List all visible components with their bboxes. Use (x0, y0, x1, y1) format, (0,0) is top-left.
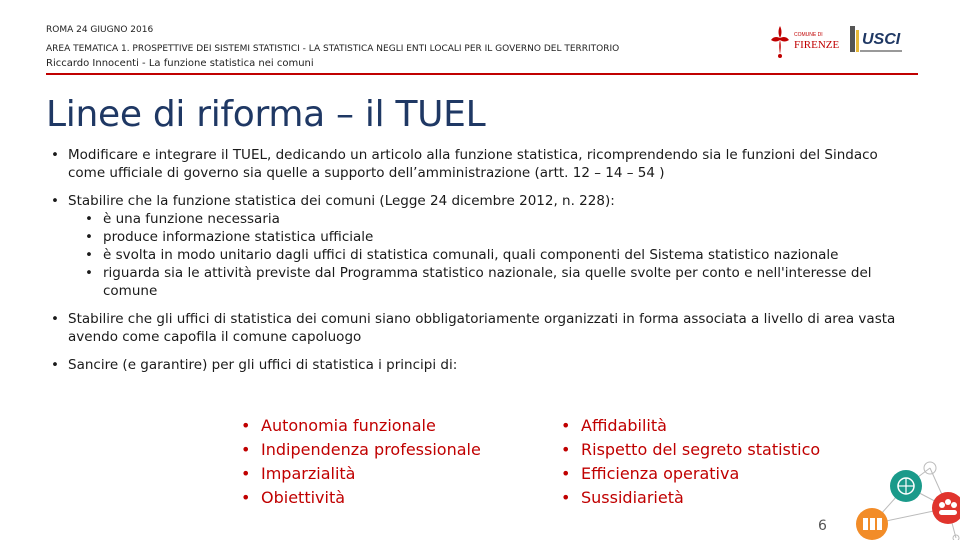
slide-title: Linee di riforma – il TUEL (46, 94, 486, 135)
bullet-tuel: • Modificare e integrare il TUEL, dedicando un articolo alla funzione statistica, ricomprendendo sia le funzioni del Sindaco come ufficiale di governo sia quelle a supporto dell’amministrazione (artt. 12 – 14 – 54 ) (48, 146, 918, 182)
sub-bullet: • produce informazione statistica ufficiale (48, 228, 918, 246)
header-area: AREA TEMATICA 1. PROSPETTIVE DEI SISTEMI STATISTICI - LA STATISTICA NEGLI ENTI LOCALI PER IL GOVERNO DEL TERRITORIO (46, 44, 620, 54)
svg-text:USCI: USCI (862, 31, 901, 48)
principle-item: • Autonomia funzionale (239, 414, 481, 438)
principle-item: • Affidabilità (559, 414, 820, 438)
svg-text:COMUNE DI: COMUNE DI (794, 32, 823, 38)
bullet-uffici-associati: • Stabilire che gli uffici di statistica dei comuni siano obbligatoriamente organizzati in forma associata a livello di area vasta avendo come capofila il comune capoluogo (48, 310, 918, 346)
header-logos (768, 20, 908, 68)
principle-item: • Obiettività (239, 486, 481, 510)
principle-item: • Imparzialità (239, 462, 481, 486)
svg-text:FIRENZE: FIRENZE (794, 39, 840, 51)
sub-bullet: • è una funzione necessaria (48, 210, 918, 228)
slide-body (48, 146, 918, 374)
globe-icon (890, 470, 922, 502)
principle-item: • Indipendenza professionale (239, 438, 481, 462)
header-divider (46, 73, 918, 75)
bullet-funzione-statistica: • Stabilire che la funzione statistica dei comuni (Legge 24 dicembre 2012, n. 228): (48, 192, 918, 210)
logo-firenze (768, 20, 908, 64)
principles-left-list (239, 414, 481, 510)
network-icons (848, 458, 960, 540)
bullet-principi: • Sancire (e garantire) per gli uffici di statistica i principi di: (48, 356, 918, 374)
principle-item: • Efficienza operativa (559, 462, 820, 486)
principle-item: • Sussidiarietà (559, 486, 820, 510)
principles-right-list (559, 414, 820, 510)
header-date: ROMA 24 GIUGNO 2016 (46, 25, 154, 35)
sub-bullet: • riguarda sia le attività previste dal Programma statistico nazionale, sia quelle svolte per conto e nell'interesse del comune (48, 264, 918, 300)
archive-icon (856, 508, 888, 540)
header-author: Riccardo Innocenti - La funzione statistica nei comuni (46, 58, 314, 69)
people-icon (932, 492, 960, 524)
principle-item: • Rispetto del segreto statistico (559, 438, 820, 462)
sub-bullet: • è svolta in modo unitario dagli uffici di statistica comunali, quali componenti del Sistema statistico nazionale (48, 246, 918, 264)
page-number: 6 (818, 518, 827, 534)
